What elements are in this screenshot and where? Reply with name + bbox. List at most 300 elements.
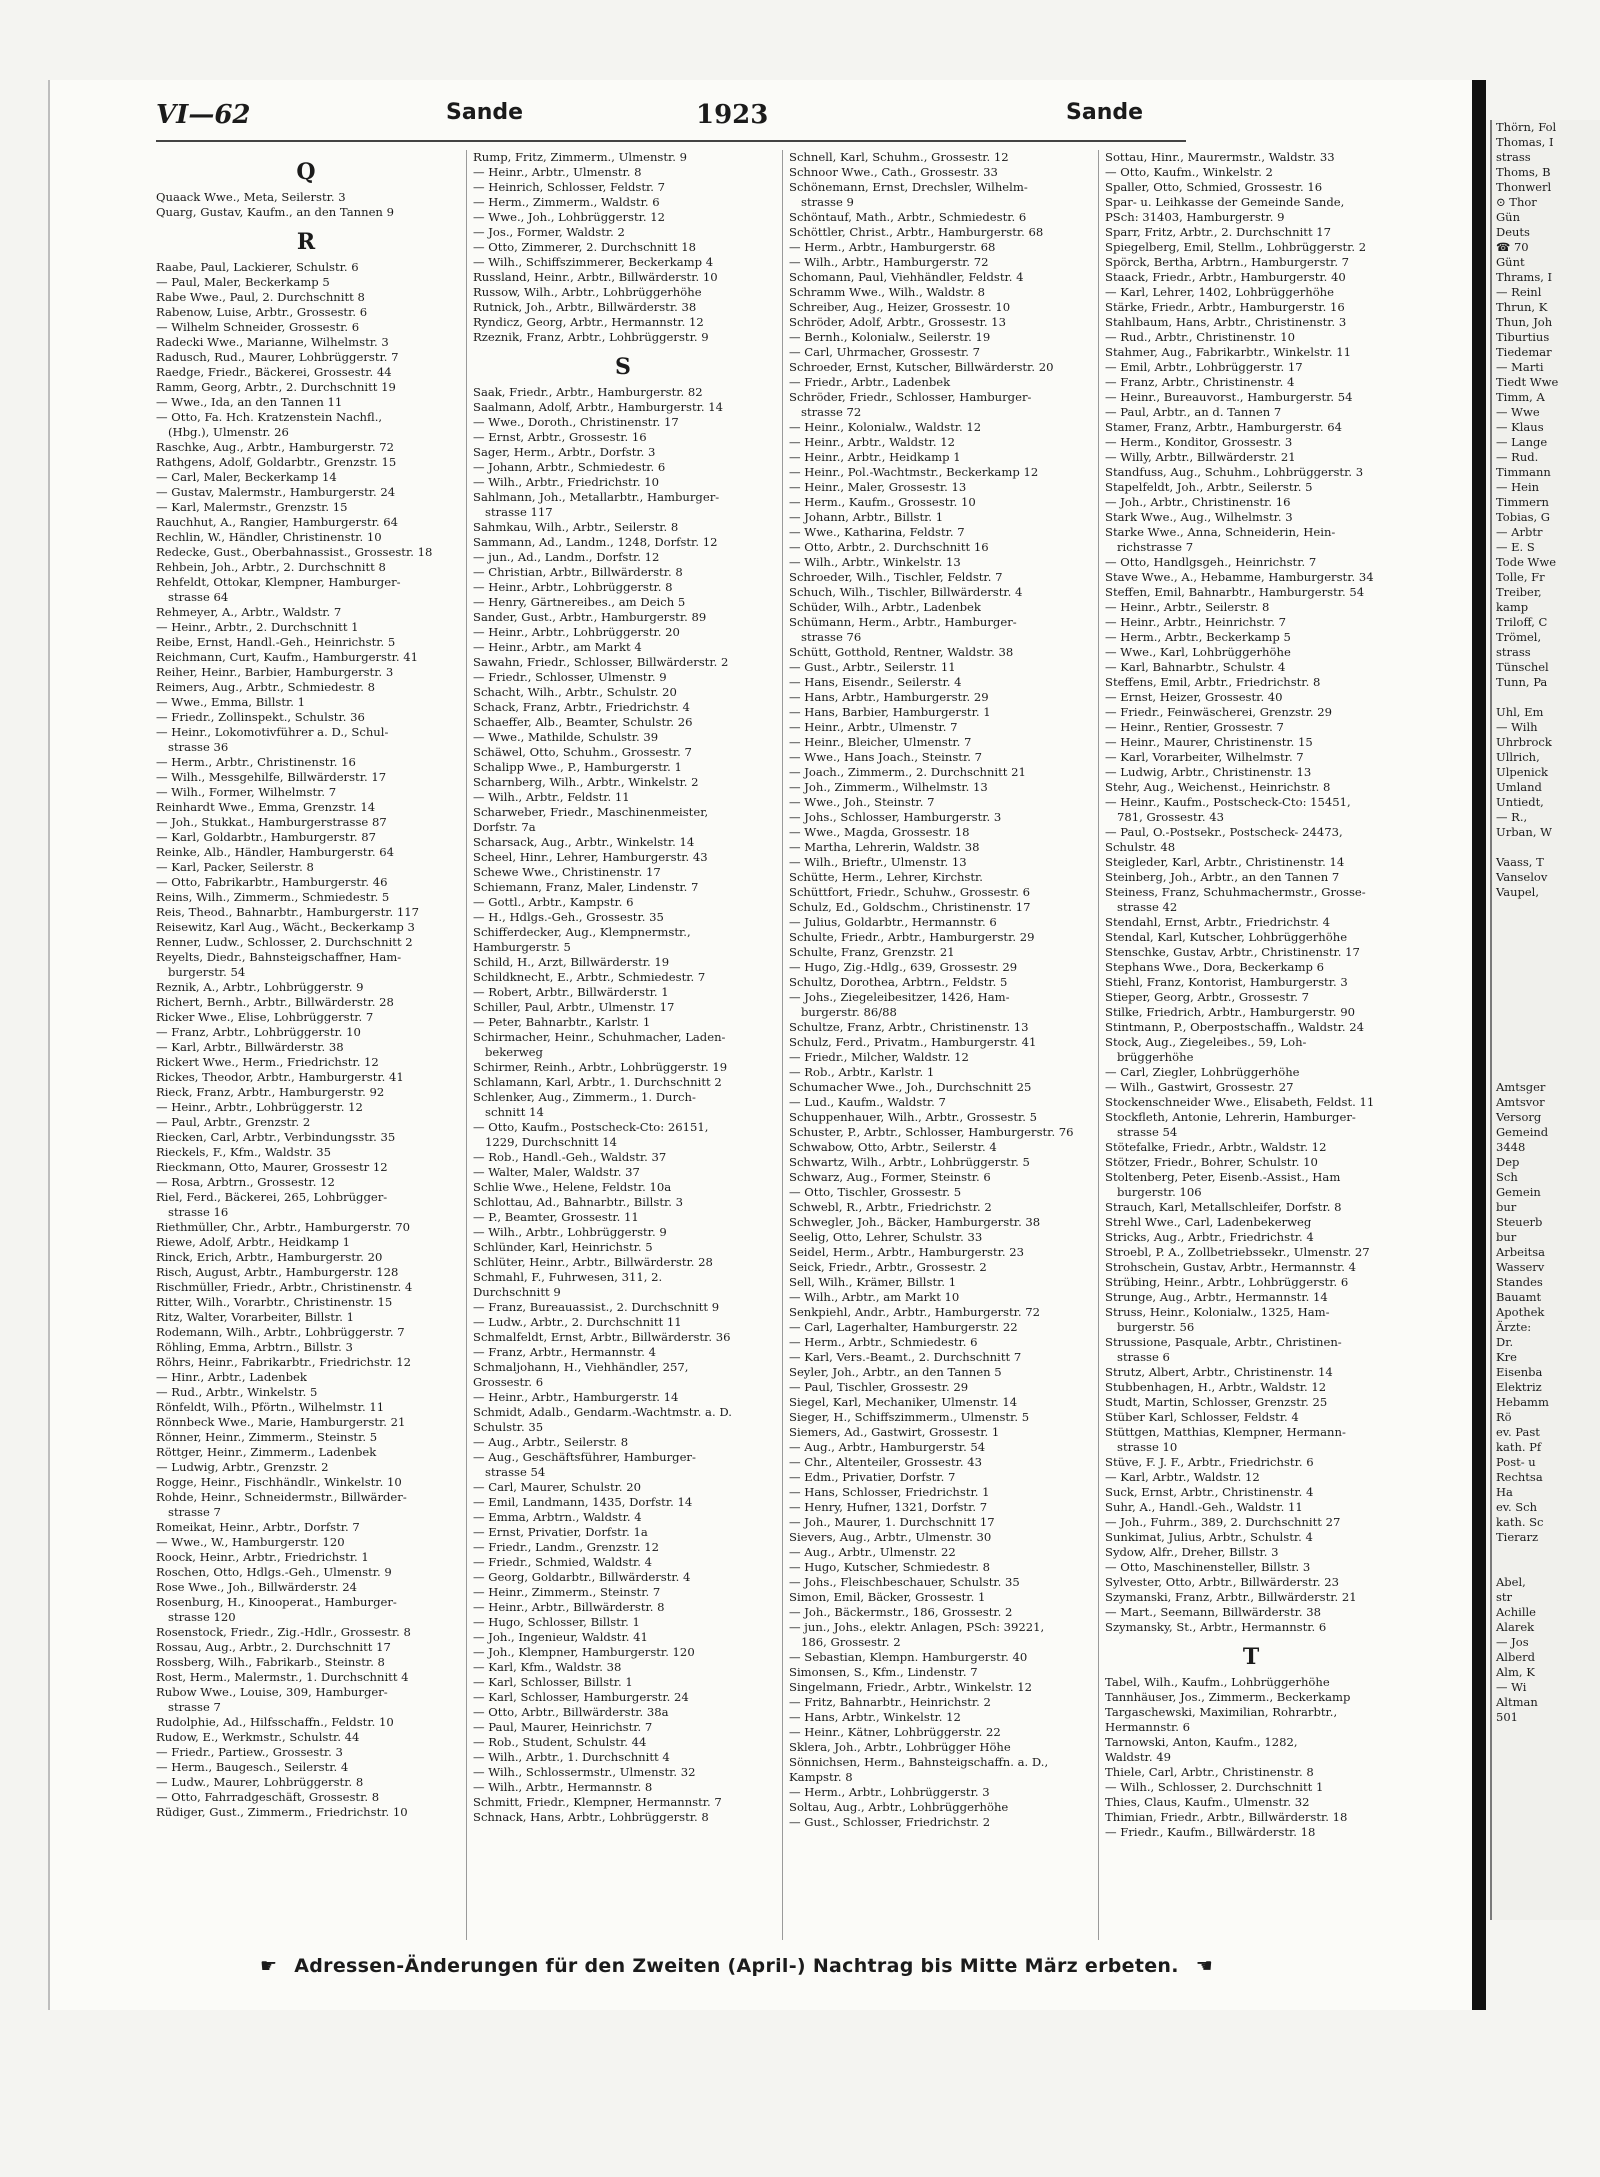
page-header (156, 100, 1196, 140)
directory-entry: — Lud., Kaufm., Waldstr. 7 (789, 1095, 946, 1109)
directory-entry: — jun., Johs., elektr. Anlagen, PSch: 39221, (789, 1620, 1045, 1634)
directory-entry: Rieck, Franz, Arbtr., Hamburgerstr. 92 (156, 1085, 385, 1099)
directory-entry: Targaschewski, Maximilian, Rohrarbtr., (1105, 1705, 1338, 1719)
section-letter: S (615, 354, 631, 380)
directory-entry: Reyelts, Diedr., Bahnsteigschaffner, Ham- (156, 950, 402, 964)
directory-entry: — Sebastian, Klempn. Hamburgerstr. 40 (789, 1650, 1028, 1664)
directory-entry: — Martha, Lehrerin, Waldstr. 38 (789, 840, 980, 854)
column-3 (782, 150, 1089, 1940)
directory-entry: Schwabow, Otto, Arbtr., Seilerstr. 4 (789, 1140, 997, 1154)
directory-entry: Saalmann, Adolf, Arbtr., Hamburgerstr. 14 (473, 400, 724, 414)
directory-entry: — Heinr., Lokomotivführer a. D., Schul- (156, 725, 389, 739)
directory-entry: — Herm., Zimmerm., Waldstr. 6 (473, 195, 660, 209)
directory-entry: — Paul, Arbtr., Grenzstr. 2 (156, 1115, 311, 1129)
directory-entry: — Aug., Geschäftsführer, Hamburger- (473, 1450, 696, 1464)
adjacent-page-line: Rechtsa (1496, 1470, 1543, 1484)
directory-entry: Röhrs, Heinr., Fabrikarbtr., Friedrichstr. 12 (156, 1355, 412, 1369)
directory-entry: Schewe Wwe., Christinenstr. 17 (473, 865, 661, 879)
directory-entry: — Wwe., Katharina, Feldstr. 7 (789, 525, 965, 539)
directory-entry: Reichmann, Curt, Kaufm., Hamburgerstr. 41 (156, 650, 419, 664)
directory-entry: Tabel, Wilh., Kaufm., Lohbrüggerhöhe (1105, 1675, 1330, 1689)
adjacent-page-line: — R., (1496, 810, 1528, 824)
adjacent-page-line: — Wwe (1496, 405, 1540, 419)
directory-entry: Russland, Heinr., Arbtr., Billwärderstr. 10 (473, 270, 718, 284)
adjacent-page-line (1492, 900, 1600, 915)
directory-entry: — Karl, Goldarbtr., Hamburgerstr. 87 (156, 830, 376, 844)
directory-entry: Redecke, Gust., Oberbahnassist., Grossestr. 18 (156, 545, 433, 559)
directory-entry: — Emma, Arbtrn., Waldstr. 4 (473, 1510, 642, 1524)
directory-entry: — Ernst, Arbtr., Grossestr. 16 (473, 430, 647, 444)
directory-entry: Schaeffer, Alb., Beamter, Schulstr. 26 (473, 715, 693, 729)
directory-entry: — Heinr., Rentier, Grossestr. 7 (1105, 720, 1284, 734)
directory-entry: — Wwe., Mathilde, Schulstr. 39 (473, 730, 659, 744)
directory-entry: Renner, Ludw., Schlosser, 2. Durchschnitt 2 (156, 935, 413, 949)
directory-entry: Schöntauf, Math., Arbtr., Schmiedestr. 6 (789, 210, 1027, 224)
directory-entry: Singelmann, Friedr., Arbtr., Winkelstr. 12 (789, 1680, 1033, 1694)
header-place-left: Sande (446, 100, 524, 125)
directory-entry: Rose Wwe., Joh., Billwärderstr. 24 (156, 1580, 357, 1594)
directory-entry: Stock, Aug., Ziegeleibes., 59, Loh- (1105, 1035, 1307, 1049)
directory-entry: — Heinr., Bleicher, Ulmenstr. 7 (789, 735, 972, 749)
directory-entry: Schulte, Friedr., Arbtr., Hamburgerstr. 29 (789, 930, 1035, 944)
directory-entry: — Joh., Bäckermstr., 186, Grossestr. 2 (789, 1605, 1013, 1619)
directory-entry: — Karl, Kfm., Waldstr. 38 (473, 1660, 622, 1674)
directory-entry: Thimian, Friedr., Arbtr., Billwärderstr. 18 (1105, 1810, 1348, 1824)
directory-entry: — Wilh., Arbtr., Lohbrüggerstr. 9 (473, 1225, 667, 1239)
directory-entry: Schlüter, Heinr., Arbtr., Billwärderstr. 28 (473, 1255, 713, 1269)
adjacent-page-line: Kre (1496, 1350, 1517, 1364)
adjacent-page-line (1492, 1560, 1600, 1575)
directory-entry: Steiness, Franz, Schuhmachermstr., Grosse- (1105, 885, 1366, 899)
directory-entry: Stamer, Franz, Arbtr., Hamburgerstr. 64 (1105, 420, 1343, 434)
adjacent-page-line: Treiber, (1496, 585, 1542, 599)
page-number: VI—62 (156, 100, 251, 130)
directory-entry: Soltau, Aug., Arbtr., Lohbrüggerhöhe (789, 1800, 1009, 1814)
adjacent-page-line: Timmann (1496, 465, 1551, 479)
adjacent-page-line: Thrun, K (1496, 300, 1548, 314)
adjacent-page-line: 501 (1496, 1710, 1518, 1724)
directory-entry: strasse 76 (801, 630, 862, 644)
directory-entry: — Willy, Arbtr., Billwärderstr. 21 (1105, 450, 1296, 464)
directory-entry: — Hugo, Schlosser, Billstr. 1 (473, 1615, 640, 1629)
adjacent-page-line: Ha (1496, 1485, 1513, 1499)
directory-entry: Rischmüller, Friedr., Arbtr., Christinenstr. 4 (156, 1280, 413, 1294)
directory-entry: Schlünder, Karl, Heinrichstr. 5 (473, 1240, 653, 1254)
adjacent-page-line: — Lange (1496, 435, 1548, 449)
directory-entry: Rosenstock, Friedr., Zig.-Hdlr., Grossestr. 8 (156, 1625, 411, 1639)
directory-entry: Stockfleth, Antonie, Lehrerin, Hamburger- (1105, 1110, 1356, 1124)
directory-entry: — Hugo, Zig.-Hdlg., 639, Grossestr. 29 (789, 960, 1018, 974)
directory-entry: Rzeznik, Franz, Arbtr., Lohbrüggerstr. 9 (473, 330, 709, 344)
directory-entry: — Ernst, Heizer, Grossestr. 40 (1105, 690, 1283, 704)
directory-entry: — Jos., Former, Waldstr. 2 (473, 225, 625, 239)
directory-entry: — Otto, Fahrradgeschäft, Grossestr. 8 (156, 1790, 380, 1804)
directory-entry: Stahmer, Aug., Fabrikarbtr., Winkelstr. 11 (1105, 345, 1351, 359)
directory-entry: Schumacher Wwe., Joh., Durchschnitt 25 (789, 1080, 1032, 1094)
adjacent-page-line: strass (1496, 645, 1531, 659)
directory-entry: — Otto, Kaufm., Postscheck-Cto: 26151, (473, 1120, 709, 1134)
adjacent-page-line: kath. Pf (1496, 1440, 1542, 1454)
directory-entry: — Heinr., Arbtr., Hamburgerstr. 14 (473, 1390, 679, 1404)
directory-entry: — Franz, Arbtr., Hermannstr. 4 (473, 1345, 657, 1359)
directory-entry: Schüder, Wilh., Arbtr., Ladenbek (789, 600, 981, 614)
adjacent-page-line: Tiedemar (1496, 345, 1552, 359)
adjacent-page-line: Trömel, (1496, 630, 1542, 644)
directory-entry: — Paul, Arbtr., an d. Tannen 7 (1105, 405, 1282, 419)
adjacent-page-line: Timm, A (1496, 390, 1545, 404)
directory-entry: Sylvester, Otto, Arbtr., Billwärderstr. 23 (1105, 1575, 1340, 1589)
directory-entry: — Heinr., Arbtr., Lohbrüggerstr. 12 (156, 1100, 363, 1114)
directory-entry: — Hans, Schlosser, Friedrichstr. 1 (789, 1485, 990, 1499)
directory-entry: — Heinr., Bureauvorst., Hamburgerstr. 54 (1105, 390, 1353, 404)
directory-entry: richstrasse 7 (1117, 540, 1194, 554)
directory-entry: Stockenschneider Wwe., Elisabeth, Feldst. 11 (1105, 1095, 1375, 1109)
directory-entry: Seyler, Joh., Arbtr., an den Tannen 5 (789, 1365, 1002, 1379)
directory-entry: — Aug., Arbtr., Seilerstr. 8 (473, 1435, 629, 1449)
directory-entry: — Heinr., Arbtr., Ulmenstr. 8 (473, 165, 642, 179)
directory-entry: — Herm., Arbtr., Beckerkamp 5 (1105, 630, 1291, 644)
directory-entry: — Heinr., Arbtr., Heidkamp 1 (789, 450, 961, 464)
adjacent-page-line: Altman (1496, 1695, 1538, 1709)
directory-entry: Thiele, Carl, Arbtr., Christinenstr. 8 (1105, 1765, 1314, 1779)
directory-entry: — Friedr., Partiew., Grossestr. 3 (156, 1745, 343, 1759)
directory-entry: — Wilh., Arbtr., Hamburgerstr. 72 (789, 255, 989, 269)
directory-entry: Strussione, Pasquale, Arbtr., Christinen- (1105, 1335, 1342, 1349)
directory-entry: burgerstr. 56 (1117, 1320, 1195, 1334)
adjacent-page-line: — Reinl (1496, 285, 1542, 299)
directory-entry: Sager, Herm., Arbtr., Dorfstr. 3 (473, 445, 656, 459)
directory-entry: — Friedr., Landm., Grenzstr. 12 (473, 1540, 659, 1554)
directory-entry: Schmaljohann, H., Viehhändler, 257, (473, 1360, 689, 1374)
directory-entry: — Georg, Goldarbtr., Billwärderstr. 4 (473, 1570, 691, 1584)
directory-entry: strasse 54 (1117, 1125, 1178, 1139)
directory-entry: Rutnick, Joh., Arbtr., Billwärderstr. 38 (473, 300, 697, 314)
directory-entry: — Wilhelm Schneider, Grossestr. 6 (156, 320, 360, 334)
directory-entry: Schramm Wwe., Wilh., Waldstr. 8 (789, 285, 986, 299)
directory-entry: Schirmacher, Heinr., Schuhmacher, Laden- (473, 1030, 726, 1044)
directory-entry: Seelig, Otto, Lehrer, Schulstr. 33 (789, 1230, 983, 1244)
directory-entry: Suhr, A., Handl.-Geh., Waldstr. 11 (1105, 1500, 1303, 1514)
adjacent-page-line: Rö (1496, 1410, 1512, 1424)
directory-entry: Stark Wwe., Aug., Wilhelmstr. 3 (1105, 510, 1293, 524)
directory-entry: — Wwe., Ida, an den Tannen 11 (156, 395, 343, 409)
adjacent-page-line: Steuerb (1496, 1215, 1543, 1229)
directory-entry: bekerweg (485, 1045, 543, 1059)
directory-entry: strasse 54 (485, 1465, 546, 1479)
directory-entry: Scharnberg, Wilh., Arbtr., Winkelstr. 2 (473, 775, 699, 789)
directory-entry: Rehmeyer, A., Arbtr., Waldstr. 7 (156, 605, 342, 619)
directory-entry: Kampstr. 8 (789, 1770, 853, 1784)
directory-entry: — Heinr., Zimmerm., Steinstr. 7 (473, 1585, 661, 1599)
directory-entry: — Herm., Arbtr., Lohbrüggerstr. 3 (789, 1785, 990, 1799)
directory-entry: — Wwe., Doroth., Christinenstr. 17 (473, 415, 679, 429)
directory-entry: — Ernst, Privatier, Dorfstr. 1a (473, 1525, 648, 1539)
directory-entry: Tarnowski, Anton, Kaufm., 1282, (1105, 1735, 1298, 1749)
directory-entry: Scheel, Hinr., Lehrer, Hamburgerstr. 43 (473, 850, 708, 864)
directory-entry: — Joh., Fuhrm., 389, 2. Durchschnitt 27 (1105, 1515, 1341, 1529)
directory-entry: Stendal, Karl, Kutscher, Lohbrüggerhöhe (1105, 930, 1348, 944)
directory-entry: — Heinr., Arbtr., Seilerstr. 8 (1105, 600, 1270, 614)
adjacent-page-line: kath. Sc (1496, 1515, 1544, 1529)
directory-entry: — Karl, Schlosser, Hamburgerstr. 24 (473, 1690, 689, 1704)
directory-entry: strasse 42 (1117, 900, 1178, 914)
directory-entry: — Bernh., Kolonialw., Seilerstr. 19 (789, 330, 991, 344)
directory-entry: Sell, Wilh., Krämer, Billstr. 1 (789, 1275, 957, 1289)
directory-entry: Rickes, Theodor, Arbtr., Hamburgerstr. 41 (156, 1070, 404, 1084)
directory-entry: — Rob., Arbtr., Karlstr. 1 (789, 1065, 935, 1079)
directory-entry: Riewe, Adolf, Arbtr., Heidkamp 1 (156, 1235, 351, 1249)
directory-entry: — Rob., Handl.-Geh., Waldstr. 37 (473, 1150, 667, 1164)
directory-entry: — Henry, Hufner, 1321, Dorfstr. 7 (789, 1500, 988, 1514)
directory-entry: Schwarz, Aug., Former, Steinstr. 6 (789, 1170, 991, 1184)
directory-entry: — Heinr., Arbtr., Ulmenstr. 7 (789, 720, 958, 734)
adjacent-page-line: Tunn, Pa (1496, 675, 1548, 689)
directory-entry: — Walter, Maler, Waldstr. 37 (473, 1165, 640, 1179)
adjacent-page-line: str (1496, 1590, 1513, 1604)
adjacent-page-line: Uhl, Em (1496, 705, 1544, 719)
directory-entry: Russow, Wilh., Arbtr., Lohbrüggerhöhe (473, 285, 702, 299)
directory-entry: Schmidt, Adalb., Gendarm.-Wachtmstr. a. D. (473, 1405, 732, 1419)
directory-entry: Studt, Martin, Schlosser, Grenzstr. 25 (1105, 1395, 1328, 1409)
directory-entry: Rabe Wwe., Paul, 2. Durchschnitt 8 (156, 290, 365, 304)
directory-entry: Rabenow, Luise, Arbtr., Grossestr. 6 (156, 305, 368, 319)
adjacent-page-line: Thrams, I (1496, 270, 1553, 284)
directory-entry: — Joach., Zimmerm., 2. Durchschnitt 21 (789, 765, 1026, 779)
directory-entry: Sahmkau, Wilh., Arbtr., Seilerstr. 8 (473, 520, 679, 534)
directory-entry: — Johs., Schlosser, Hamburgerstr. 3 (789, 810, 1002, 824)
section-letter: T (1242, 1644, 1260, 1670)
directory-entry: Simonsen, S., Kfm., Lindenstr. 7 (789, 1665, 978, 1679)
directory-entry: 1229, Durchschnitt 14 (485, 1135, 617, 1149)
adjacent-page-line: ⊙ Thor (1496, 195, 1537, 209)
directory-entry: Steigleder, Karl, Arbtr., Christinenstr. 14 (1105, 855, 1345, 869)
directory-entry: — Aug., Arbtr., Ulmenstr. 22 (789, 1545, 956, 1559)
directory-entry: Ryndicz, Georg, Arbtr., Hermannstr. 12 (473, 315, 704, 329)
directory-entry: — Rud., Arbtr., Christinenstr. 10 (1105, 330, 1295, 344)
directory-entry: Ritter, Wilh., Vorarbtr., Christinenstr. 15 (156, 1295, 393, 1309)
directory-entry: Stüber Karl, Schlosser, Feldstr. 4 (1105, 1410, 1299, 1424)
adjacent-page-line: Arbeitsa (1496, 1245, 1546, 1259)
header-rule (156, 140, 1186, 142)
adjacent-page-line: Tiedt Wwe (1496, 375, 1559, 389)
adjacent-page-line: Alarek (1496, 1620, 1535, 1634)
directory-entry: — Karl, Malermstr., Grenzstr. 15 (156, 500, 348, 514)
directory-entry: — Heinr., Arbtr., Heinrichstr. 7 (1105, 615, 1287, 629)
directory-entry: Reinhardt Wwe., Emma, Grenzstr. 14 (156, 800, 376, 814)
directory-entry: Stave Wwe., A., Hebamme, Hamburgerstr. 34 (1105, 570, 1374, 584)
directory-entry: Reimers, Aug., Arbtr., Schmiedestr. 8 (156, 680, 376, 694)
adjacent-page-line: Thomas, I (1496, 135, 1554, 149)
directory-entry: Sander, Gust., Arbtr., Hamburgerstr. 89 (473, 610, 707, 624)
directory-entry: — Hans, Arbtr., Hamburgerstr. 29 (789, 690, 989, 704)
directory-entry: Raedge, Friedr., Bäckerei, Grossestr. 44 (156, 365, 392, 379)
directory-entry: — Hans, Eisendr., Seilerstr. 4 (789, 675, 962, 689)
directory-entry: Schmitt, Friedr., Klempner, Hermannstr. 7 (473, 1795, 722, 1809)
directory-entry: — Henry, Gärtnereibes., am Deich 5 (473, 595, 686, 609)
directory-entry: Stötefalke, Friedr., Arbtr., Waldstr. 12 (1105, 1140, 1327, 1154)
adjacent-page-line: — Rud. (1496, 450, 1539, 464)
directory-entry: — Herm., Arbtr., Christinenstr. 16 (156, 755, 356, 769)
directory-entry: — Otto, Tischler, Grossestr. 5 (789, 1185, 962, 1199)
directory-entry: 781, Grossestr. 43 (1117, 810, 1225, 824)
directory-entry: Steinberg, Joh., Arbtr., an den Tannen 7 (1105, 870, 1340, 884)
directory-entry: Stehr, Aug., Weichenst., Heinrichstr. 8 (1105, 780, 1331, 794)
directory-entry: — Heinr., Maler, Grossestr. 13 (789, 480, 967, 494)
adjacent-page-line: Hebamm (1496, 1395, 1549, 1409)
directory-entry: Schütte, Herm., Lehrer, Kirchstr. (789, 870, 983, 884)
directory-entry: — Heinr., Kätner, Lohbrüggerstr. 22 (789, 1725, 1001, 1739)
directory-entry: — Robert, Arbtr., Billwärderstr. 1 (473, 985, 669, 999)
directory-entry: PSch: 31403, Hamburgerstr. 9 (1105, 210, 1285, 224)
directory-entry: — Herm., Kaufm., Grossestr. 10 (789, 495, 976, 509)
directory-entry: — Carl, Uhrmacher, Grossestr. 7 (789, 345, 980, 359)
directory-entry: — Herm., Konditor, Grossestr. 3 (1105, 435, 1293, 449)
directory-entry: Schnack, Hans, Arbtr., Lohbrüggerstr. 8 (473, 1810, 709, 1824)
directory-entry: Dorfstr. 7a (473, 820, 536, 834)
directory-entry: Rehfeldt, Ottokar, Klempner, Hamburger- (156, 575, 401, 589)
adjacent-page-line: — Wi (1496, 1680, 1527, 1694)
directory-entry: — Wilh., Gastwirt, Grossestr. 27 (1105, 1080, 1294, 1094)
directory-entry: — Paul, O.-Postsekr., Postscheck- 24473, (1105, 825, 1343, 839)
directory-entry: — Heinr., Arbtr., Lohbrüggerstr. 8 (473, 580, 673, 594)
directory-entry: — Hinr., Arbtr., Ladenbek (156, 1370, 307, 1384)
adjacent-page-line: — Arbtr (1496, 525, 1543, 539)
adjacent-page-line: Tode Wwe (1496, 555, 1556, 569)
adjacent-page-line: Dep (1496, 1155, 1520, 1169)
directory-entry: — Julius, Goldarbtr., Hermannstr. 6 (789, 915, 997, 929)
directory-entry: Strehl Wwe., Carl, Ladenbekerweg (1105, 1215, 1312, 1229)
adjacent-page-line: — Jos (1496, 1635, 1529, 1649)
directory-entry: — Wwe., Joh., Steinstr. 7 (789, 795, 935, 809)
directory-entry: Spaller, Otto, Schmied, Grossestr. 16 (1105, 180, 1323, 194)
directory-entry: Reisewitz, Karl Aug., Wächt., Beckerkamp 3 (156, 920, 415, 934)
directory-entry: Stärke, Friedr., Arbtr., Hamburgerstr. 16 (1105, 300, 1345, 314)
directory-entry: Siemers, Ad., Gastwirt, Grossestr. 1 (789, 1425, 1000, 1439)
directory-entry: schnitt 14 (485, 1105, 544, 1119)
directory-entry: — Peter, Bahnarbtr., Karlstr. 1 (473, 1015, 651, 1029)
directory-entry: Schiemann, Franz, Maler, Lindenstr. 7 (473, 880, 699, 894)
adjacent-page-line: Amtsger (1496, 1080, 1546, 1094)
directory-entry: Strauch, Karl, Metallschleifer, Dorfstr. 8 (1105, 1200, 1342, 1214)
adjacent-page-line: Ärzte: (1496, 1320, 1532, 1334)
directory-entry: Stintmann, P., Oberpostschaffn., Waldstr. 24 (1105, 1020, 1365, 1034)
adjacent-page-line: Versorg (1496, 1110, 1542, 1124)
directory-entry: — Hans, Barbier, Hamburgerstr. 1 (789, 705, 991, 719)
directory-entry: Strübing, Heinr., Arbtr., Lohbrüggerstr. 6 (1105, 1275, 1349, 1289)
directory-entry: — jun., Ad., Landm., Dorfstr. 12 (473, 550, 660, 564)
directory-entry: Radecki Wwe., Marianne, Wilhelmstr. 3 (156, 335, 389, 349)
directory-entry: Szymansky, St., Arbtr., Hermannstr. 6 (1105, 1620, 1327, 1634)
directory-entry: Schomann, Paul, Viehhändler, Feldstr. 4 (789, 270, 1024, 284)
directory-entry: Saak, Friedr., Arbtr., Hamburgerstr. 82 (473, 385, 703, 399)
directory-entry: — Joh., Stukkat., Hamburgerstrasse 87 (156, 815, 387, 829)
directory-entry: Stubbenhagen, H., Arbtr., Waldstr. 12 (1105, 1380, 1327, 1394)
directory-entry: Schlie Wwe., Helene, Feldstr. 10a (473, 1180, 672, 1194)
directory-entry: Reinke, Alb., Händler, Hamburgerstr. 64 (156, 845, 394, 859)
header-year: 1923 (696, 100, 769, 130)
directory-entry: Grossestr. 6 (473, 1375, 544, 1389)
directory-entry: — Joh., Ingenieur, Waldstr. 41 (473, 1630, 648, 1644)
directory-entry: Waldstr. 49 (1105, 1750, 1171, 1764)
adjacent-page-line: Eisenba (1496, 1365, 1543, 1379)
directory-entry: — P., Beamter, Grossestr. 11 (473, 1210, 639, 1224)
adjacent-page-line: Alm, K (1496, 1665, 1535, 1679)
directory-entry: Schreiber, Aug., Heizer, Grossestr. 10 (789, 300, 1011, 314)
adjacent-page-line: Bauamt (1496, 1290, 1542, 1304)
directory-entry: — Franz, Bureauassist., 2. Durchschnitt 9 (473, 1300, 720, 1314)
directory-entry: — Heinr., Arbtr., 2. Durchschnitt 1 (156, 620, 359, 634)
directory-entry: — Wilh., Arbtr., 1. Durchschnitt 4 (473, 1750, 670, 1764)
directory-entry: Rohde, Heinr., Schneidermstr., Billwärder- (156, 1490, 407, 1504)
directory-entry: Risch, August, Arbtr., Hamburgerstr. 128 (156, 1265, 399, 1279)
directory-entry: — Rosa, Arbtrn., Grossestr. 12 (156, 1175, 335, 1189)
directory-entry: Raschke, Aug., Arbtr., Hamburgerstr. 72 (156, 440, 394, 454)
directory-entry: Schifferdecker, Aug., Klempnermstr., (473, 925, 691, 939)
directory-entry: — Mart., Seemann, Billwärderstr. 38 (1105, 1605, 1322, 1619)
directory-entry: — Ludw., Maurer, Lohbrüggerstr. 8 (156, 1775, 364, 1789)
directory-entry: — Carl, Maler, Beckerkamp 14 (156, 470, 337, 484)
directory-entry: Rieckmann, Otto, Maurer, Grossestr 12 (156, 1160, 388, 1174)
directory-entry: Seidel, Herm., Arbtr., Hamburgerstr. 23 (789, 1245, 1025, 1259)
directory-entry: (Hbg.), Ulmenstr. 26 (168, 425, 289, 439)
directory-entry: — Fritz, Bahnarbtr., Heinrichstr. 2 (789, 1695, 991, 1709)
directory-entry: Spörck, Bertha, Arbtrn., Hamburgerstr. 7 (1105, 255, 1350, 269)
directory-entry: — Gust., Schlosser, Friedrichstr. 2 (789, 1815, 991, 1829)
directory-entry: Stüve, F. J. F., Arbtr., Friedrichstr. 6 (1105, 1455, 1314, 1469)
directory-entry: — Franz, Arbtr., Lohbrüggerstr. 10 (156, 1025, 361, 1039)
adjacent-page-line (1492, 1005, 1600, 1020)
adjacent-page-line: Urban, W (1496, 825, 1552, 839)
directory-entry: Riethmüller, Chr., Arbtr., Hamburgerstr. 70 (156, 1220, 411, 1234)
directory-entry: — Wilh., Arbtr., am Markt 10 (789, 1290, 960, 1304)
directory-entry: — Ludwig, Arbtr., Grenzstr. 2 (156, 1460, 329, 1474)
directory-entry: Rodemann, Wilh., Arbtr., Lohbrüggerstr. 7 (156, 1325, 405, 1339)
directory-entry: Rönnbeck Wwe., Marie, Hamburgerstr. 21 (156, 1415, 406, 1429)
directory-entry: Strunge, Aug., Arbtr., Hermannstr. 14 (1105, 1290, 1328, 1304)
directory-entry: strasse 9 (801, 195, 854, 209)
directory-entry: Schnell, Karl, Schuhm., Grossestr. 12 (789, 150, 1009, 164)
directory-entry: — Heinr., Maurer, Christinenstr. 15 (1105, 735, 1313, 749)
directory-entry: — Heinr., Arbtr., Billwärderstr. 8 (473, 1600, 665, 1614)
adjacent-page-line: Dr. (1496, 1335, 1514, 1349)
adjacent-page-line (1492, 1020, 1600, 1035)
directory-entry: Stötzer, Friedr., Bohrer, Schulstr. 10 (1105, 1155, 1318, 1169)
directory-entry: Staack, Friedr., Arbtr., Hamburgerstr. 40 (1105, 270, 1346, 284)
directory-entry: — Otto, Fabrikarbtr., Hamburgerstr. 46 (156, 875, 388, 889)
directory-entry: Schröder, Adolf, Arbtr., Grossestr. 13 (789, 315, 1006, 329)
directory-entry: — Friedr., Feinwäscherei, Grenzstr. 29 (1105, 705, 1332, 719)
directory-entry: Ritz, Walter, Vorarbeiter, Billstr. 1 (156, 1310, 354, 1324)
directory-entry: — Heinr., Pol.-Wachtmstr., Beckerkamp 12 (789, 465, 1039, 479)
directory-entry: Roschen, Otto, Hdlgs.-Geh., Ulmenstr. 9 (156, 1565, 392, 1579)
adjacent-page-line: Vanselov (1496, 870, 1548, 884)
directory-entry: — Carl, Maurer, Schulstr. 20 (473, 1480, 642, 1494)
directory-entry: — Edm., Privatier, Dorfstr. 7 (789, 1470, 956, 1484)
adjacent-page-line: Vaupel, (1496, 885, 1540, 899)
directory-entry: Schiller, Paul, Arbtr., Ulmenstr. 17 (473, 1000, 675, 1014)
pointing-hand-icon: ☛ (260, 1955, 278, 1977)
directory-entry: — Otto, Maschinensteller, Billstr. 3 (1105, 1560, 1311, 1574)
adjacent-page-line: Thörn, Fol (1496, 120, 1557, 134)
directory-entry: — Otto, Zimmerer, 2. Durchschnitt 18 (473, 240, 696, 254)
directory-entry: — Wwe., Magda, Grossestr. 18 (789, 825, 970, 839)
directory-entry: — Wilh., Arbtr., Hermannstr. 8 (473, 1780, 653, 1794)
adjacent-page-line (1492, 945, 1600, 960)
directory-entry: — Karl, Bahnarbtr., Schulstr. 4 (1105, 660, 1286, 674)
directory-entry: Rechlin, W., Händler, Christinenstr. 10 (156, 530, 382, 544)
directory-entry: Schultz, Dorothea, Arbtrn., Feldstr. 5 (789, 975, 1008, 989)
directory-entry: Quarg, Gustav, Kaufm., an den Tannen 9 (156, 205, 394, 219)
